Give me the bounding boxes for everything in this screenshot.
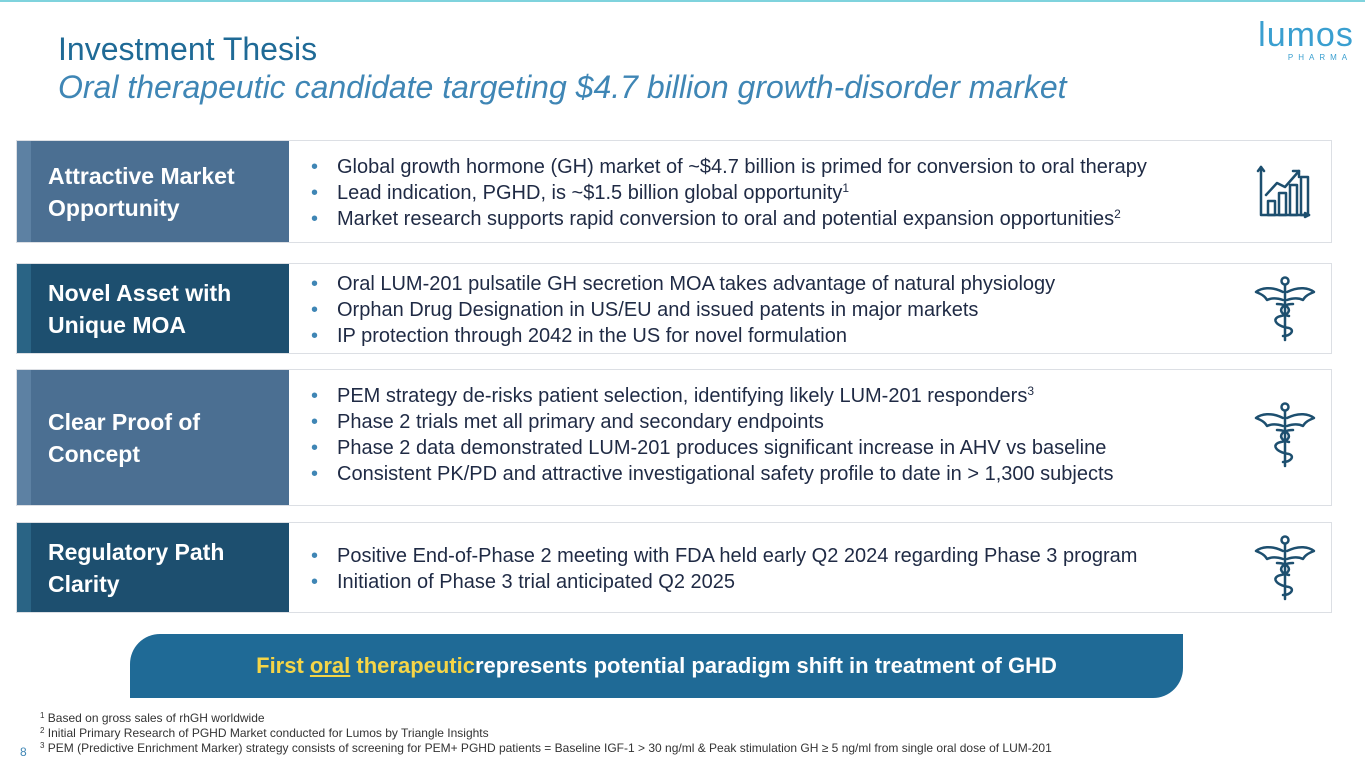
thesis-row-regulatory xyxy=(16,522,1332,613)
row-label-line2: Unique MOA xyxy=(48,311,186,338)
row-label-line1: Novel Asset with xyxy=(48,279,232,306)
footnote: $^3$ PEM (Predictive Enrichment Marker) strategy consists of screening for PEM+ PGHD patients = Baseline IGF-1 > 30 ng/ml & Peak stimulation GH ≥ 5 ng/ml from single oral dose of LUM-201 xyxy=(40,741,1052,755)
bullet-list xyxy=(307,383,1251,487)
row-label-line2: Concept xyxy=(48,440,140,467)
row-label-line2: Clarity xyxy=(48,570,120,597)
row-label xyxy=(17,523,289,612)
bullet-list xyxy=(307,543,1251,595)
bullet-item: • Positive End-of-Phase 2 meeting with FDA held early Q2 2024 regarding Phase 3 program xyxy=(307,543,1251,569)
caduceus-icon xyxy=(1253,533,1317,603)
page-number: 8 xyxy=(20,745,27,759)
bullet-item: • Market research supports rapid conversion to oral and potential expansion opportunities$^2$ xyxy=(307,206,1251,232)
bullet-item: • Oral LUM-201 pulsatile GH secretion MOA takes advantage of natural physiology xyxy=(307,271,1251,297)
footnotes xyxy=(40,711,1052,756)
row-label-line1: Attractive Market xyxy=(48,162,235,189)
row-label-line2: Opportunity xyxy=(48,194,180,221)
thesis-row-market xyxy=(16,140,1332,243)
row-label-line1: Clear Proof of xyxy=(48,408,201,435)
row-label-stripe xyxy=(17,264,31,353)
page-title: Investment Thesis xyxy=(58,31,318,67)
bullet-item: • Phase 2 trials met all primary and secondary endpoints xyxy=(307,409,1251,435)
bullet-item: • Global growth hormone (GH) market of ~$4.7 billion is primed for conversion to oral therapy xyxy=(307,154,1251,180)
row-label xyxy=(17,264,289,353)
logo-wordmark: lumos xyxy=(1258,16,1354,54)
footnote: $^1$ Based on gross sales of rhGH worldwide xyxy=(40,711,265,725)
top-accent-line xyxy=(0,0,1365,2)
bullet-list xyxy=(307,271,1251,349)
row-label-stripe xyxy=(17,141,31,242)
bullet-item: • Lead indication, PGHD, is ~$1.5 billion global opportunity$^1$ xyxy=(307,180,1251,206)
page-subtitle: Oral therapeutic candidate targeting $4.7 billion growth-disorder market xyxy=(58,69,1067,105)
row-label xyxy=(17,370,289,505)
bullet-item: • Initiation of Phase 3 trial anticipated Q2 2025 xyxy=(307,569,1251,595)
growth-chart-icon xyxy=(1253,157,1317,227)
row-label-stripe xyxy=(17,523,31,612)
caduceus-icon xyxy=(1253,274,1317,344)
banner-highlight: First oral therapeutic xyxy=(256,653,475,678)
thesis-row-asset xyxy=(16,263,1332,354)
logo-subtext: PHARMA xyxy=(1287,53,1353,62)
footnote: $^2$ Initial Primary Research of PGHD Market conducted for Lumos by Triangle Insights xyxy=(40,726,489,740)
bullet-item: • PEM strategy de-risks patient selection, identifying likely LUM-201 responders$^3$ xyxy=(307,383,1251,409)
bullet-item: • Orphan Drug Designation in US/EU and issued patents in major markets xyxy=(307,297,1251,323)
row-label-line1: Regulatory Path xyxy=(48,538,225,565)
row-label-stripe xyxy=(17,370,31,505)
bullet-item: • Phase 2 data demonstrated LUM-201 produces significant increase in AHV vs baseline xyxy=(307,435,1251,461)
row-label xyxy=(17,141,289,242)
bullet-item: • Consistent PK/PD and attractive investigational safety profile to date in > 1,300 subjects xyxy=(307,461,1251,487)
company-logo xyxy=(1254,18,1358,62)
caduceus-icon xyxy=(1253,400,1317,470)
thesis-row-proof xyxy=(16,369,1332,506)
bullet-list xyxy=(307,154,1251,232)
bullet-item: • IP protection through 2042 in the US for novel formulation xyxy=(307,323,1251,349)
banner-text: represents potential paradigm shift in treatment of GHD xyxy=(474,653,1057,678)
key-message-banner xyxy=(130,634,1183,698)
